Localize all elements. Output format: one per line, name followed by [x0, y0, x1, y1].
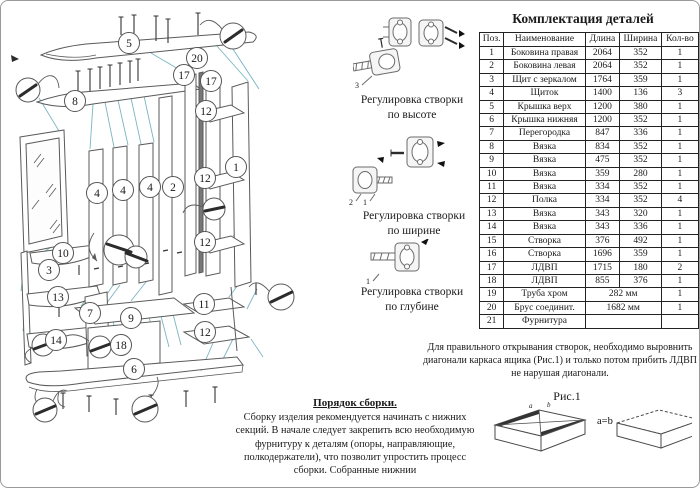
table-cell: Вязка	[504, 167, 585, 180]
part-callout-3	[39, 260, 60, 281]
svg-text:8: 8	[72, 96, 78, 108]
table-cell: 1	[661, 73, 698, 86]
table-row	[480, 167, 699, 180]
table-cell: 1715	[585, 261, 619, 274]
table-cell: 180	[620, 261, 662, 274]
table-row	[480, 261, 699, 274]
table-cell: 336	[620, 127, 662, 140]
table-cell: Брус соединит.	[504, 301, 585, 314]
table-cell: 359	[620, 73, 662, 86]
table-cell: 3	[661, 87, 698, 100]
table-cell: 343	[585, 207, 619, 220]
table-cell: Щиток	[504, 87, 585, 100]
table-cell: 1	[661, 234, 698, 247]
table-cell: 320	[620, 207, 662, 220]
svg-text:12: 12	[199, 173, 211, 185]
table-row	[480, 154, 699, 167]
table-cell: 352	[620, 140, 662, 153]
table-cell: 352	[620, 181, 662, 194]
table-cell: 492	[620, 234, 662, 247]
table-cell: 352	[620, 194, 662, 207]
hinge-diagram-height	[353, 15, 473, 91]
svg-text:4: 4	[120, 185, 126, 197]
diagonal-a-label: a	[529, 402, 533, 410]
hinge-diagram-depth	[351, 239, 475, 285]
table-cell: 12	[480, 194, 504, 207]
part-callout-20	[187, 48, 208, 69]
part-callout-17	[174, 65, 195, 86]
table-cell	[585, 315, 661, 328]
table-cell: 1	[661, 154, 698, 167]
table-cell: ЛДВП	[504, 261, 585, 274]
part-callout-5	[119, 33, 140, 54]
svg-text:17: 17	[205, 76, 217, 88]
table-cell: 9	[480, 154, 504, 167]
part-callout-12	[196, 101, 217, 122]
table-cell: ЛДВП	[504, 274, 585, 287]
table-cell: Труба хром	[504, 288, 585, 301]
assembly-instructions	[234, 397, 476, 477]
table-cell: 14	[480, 221, 504, 234]
table-cell: 1	[661, 207, 698, 220]
table-cell: Фурнитура	[504, 315, 585, 328]
fig1-label: Рис.1	[553, 389, 581, 403]
table-cell: 376	[585, 234, 619, 247]
table-row	[480, 194, 699, 207]
mirror-panel	[20, 130, 68, 253]
table-cell: 10	[480, 167, 504, 180]
table-cell: 855	[585, 274, 619, 287]
svg-text:12: 12	[199, 327, 211, 339]
table-cell: 15	[480, 234, 504, 247]
column-header: Ширина	[620, 33, 662, 47]
hinge-diagram-width	[345, 133, 481, 207]
hinge-label-1: 1	[363, 198, 367, 207]
table-cell: 4	[661, 194, 698, 207]
table-cell	[661, 315, 698, 328]
part-callout-18	[111, 335, 132, 356]
caption-height-adjust: Регулировка створки по высоте	[360, 94, 464, 121]
table-cell: Вязка	[504, 181, 585, 194]
svg-text:12: 12	[199, 237, 211, 249]
table-cell: Крышка верх	[504, 100, 585, 113]
table-cell: 1	[661, 221, 698, 234]
table-cell: Перегородка	[504, 127, 585, 140]
table-cell: 352	[620, 114, 662, 127]
table-row	[480, 274, 699, 287]
table-row	[480, 100, 699, 113]
caption-width-adjust: Регулировка створки по ширине	[362, 210, 466, 237]
table-cell: Створка	[504, 248, 585, 261]
part-callout-17	[201, 71, 222, 92]
hinge-label-depth-1: 1	[366, 277, 370, 285]
table-cell: 376	[620, 274, 662, 287]
part-callout-9	[121, 308, 142, 329]
part-callout-1	[226, 157, 247, 178]
part-callout-2	[163, 177, 184, 198]
table-cell: 5	[480, 100, 504, 113]
svg-text:10: 10	[57, 248, 69, 260]
exploded-view-drawing	[1, 1, 346, 433]
wedge-mark	[11, 55, 19, 62]
table-cell: 1200	[585, 114, 619, 127]
table-cell: 343	[585, 221, 619, 234]
table-row	[480, 234, 699, 247]
table-cell: 1	[661, 60, 698, 73]
column-header: Длина	[585, 33, 619, 47]
table-cell: 1	[661, 167, 698, 180]
assembly-body: Сборку изделия рекомендуется начинать с нижних секций. В начале следует закрепить всю необходимую фурнитуру к деталям (опоры, направляющие, полкодержатели), что позволит упростить процесс сборки. Собранные нижнии	[235, 412, 475, 477]
svg-text:1: 1	[233, 162, 239, 174]
svg-text:13: 13	[52, 292, 64, 304]
table-header-row	[480, 33, 699, 47]
table-row	[480, 114, 699, 127]
table-cell: 334	[585, 194, 619, 207]
table-cell: Вязка	[504, 140, 585, 153]
column-header: Кол-во	[661, 33, 698, 47]
part-callout-6	[124, 359, 145, 380]
table-cell: 6	[480, 114, 504, 127]
table-row	[480, 288, 699, 301]
part-callout-4	[87, 183, 108, 204]
table-cell: 359	[620, 248, 662, 261]
table-cell: 834	[585, 140, 619, 153]
table-row	[480, 207, 699, 220]
hinge-label-3: 3	[355, 81, 359, 90]
page-title: Комплектация деталей	[512, 11, 654, 26]
table-row	[480, 127, 699, 140]
part-callout-4	[113, 180, 134, 201]
table-cell: 359	[585, 167, 619, 180]
table-row	[480, 140, 699, 153]
table-cell: 13	[480, 207, 504, 220]
table-cell: Полка	[504, 194, 585, 207]
svg-text:5: 5	[126, 38, 132, 50]
table-cell: 475	[585, 154, 619, 167]
table-cell: 280	[620, 167, 662, 180]
part-callout-13	[48, 287, 69, 308]
table-cell: 1	[661, 288, 698, 301]
table-cell: 3	[480, 73, 504, 86]
table-cell: 1	[661, 100, 698, 113]
svg-text:4: 4	[94, 188, 100, 200]
table-cell: 380	[620, 100, 662, 113]
svg-text:18: 18	[115, 340, 127, 352]
table-cell: 2064	[585, 47, 619, 60]
svg-text:14: 14	[50, 335, 62, 347]
column-header: Поз.	[480, 33, 504, 47]
table-cell: 8	[480, 140, 504, 153]
table-cell: 136	[620, 87, 662, 100]
part-callout-12	[195, 232, 216, 253]
table-cell: Створка	[504, 234, 585, 247]
table-cell: 21	[480, 315, 504, 328]
table-row	[480, 248, 699, 261]
note-text: Для правильного открывания створок, необходимо выровнить диагонали каркаса ящика (Рис.1) и только потом прибить ЛДВП не нарушая диагонали.	[422, 342, 698, 379]
table-cell: 19	[480, 288, 504, 301]
svg-text:12: 12	[200, 106, 212, 118]
caption-depth-adjust: Регулировка створки по глубине	[360, 286, 464, 313]
table-cell: 1	[661, 114, 698, 127]
equation-label: a=b	[597, 416, 613, 427]
table-cell: 1	[661, 140, 698, 153]
part-callout-12	[195, 168, 216, 189]
table-row	[480, 301, 699, 314]
table-cell: 1682 мм	[585, 301, 661, 314]
table-cell: 4	[480, 87, 504, 100]
table-cell: 1	[661, 248, 698, 261]
table-row	[480, 87, 699, 100]
table-cell: 16	[480, 248, 504, 261]
svg-text:7: 7	[87, 308, 93, 320]
table-cell: 282 мм	[585, 288, 661, 301]
table-cell: Вязка	[504, 221, 585, 234]
table-cell: Вязка	[504, 207, 585, 220]
parts-table	[479, 32, 699, 329]
table-cell: 2064	[585, 60, 619, 73]
column-header: Наименование	[504, 33, 585, 47]
part-callout-11	[194, 294, 215, 315]
svg-text:11: 11	[198, 299, 210, 311]
table-cell: 847	[585, 127, 619, 140]
table-cell: Боковина левая	[504, 60, 585, 73]
diagonal-b-label: b	[547, 401, 551, 409]
table-row	[480, 221, 699, 234]
table-cell: 1	[661, 127, 698, 140]
svg-text:9: 9	[128, 313, 134, 325]
table-cell: 1764	[585, 73, 619, 86]
table-cell: Вязка	[504, 154, 585, 167]
svg-text:17: 17	[178, 70, 190, 82]
table-row	[480, 315, 699, 328]
table-cell: 1696	[585, 248, 619, 261]
svg-text:2: 2	[170, 182, 176, 194]
hinge-label-2: 2	[349, 198, 353, 207]
table-row	[480, 47, 699, 60]
part-callout-14	[46, 330, 67, 351]
table-cell: 336	[620, 221, 662, 234]
table-cell: 352	[620, 47, 662, 60]
lower-right-shelves	[184, 287, 249, 351]
part-callout-4	[140, 177, 161, 198]
table-cell: 1	[661, 274, 698, 287]
svg-text:20: 20	[191, 53, 203, 65]
assembly-heading: Порядок сборки.	[313, 397, 397, 409]
table-cell: 1	[480, 47, 504, 60]
table-cell: 18	[480, 274, 504, 287]
table-cell: 2	[480, 60, 504, 73]
table-cell: Боковина правая	[504, 47, 585, 60]
table-row	[480, 181, 699, 194]
table-cell: 1200	[585, 100, 619, 113]
table-cell: 17	[480, 261, 504, 274]
table-row	[480, 73, 699, 86]
table-cell: 11	[480, 181, 504, 194]
part-callout-8	[65, 91, 86, 112]
part-callout-10	[53, 243, 74, 264]
svg-text:4: 4	[147, 182, 153, 194]
table-cell: Крышка нижняя	[504, 114, 585, 127]
table-cell: 352	[620, 154, 662, 167]
table-row	[480, 60, 699, 73]
svg-text:6: 6	[131, 364, 137, 376]
table-cell: 20	[480, 301, 504, 314]
table-cell: 2	[661, 261, 698, 274]
svg-text:3: 3	[46, 265, 52, 277]
table-cell: 1	[661, 181, 698, 194]
table-cell: 1	[661, 301, 698, 314]
table-cell: 334	[585, 181, 619, 194]
table-cell: 1400	[585, 87, 619, 100]
fig1-diagram	[487, 401, 692, 463]
table-cell: 7	[480, 127, 504, 140]
part-callout-12	[195, 322, 216, 343]
table-cell: Щит с зеркалом	[504, 73, 585, 86]
part-callout-7	[80, 303, 101, 324]
table-cell: 1	[661, 47, 698, 60]
table-cell: 352	[620, 60, 662, 73]
